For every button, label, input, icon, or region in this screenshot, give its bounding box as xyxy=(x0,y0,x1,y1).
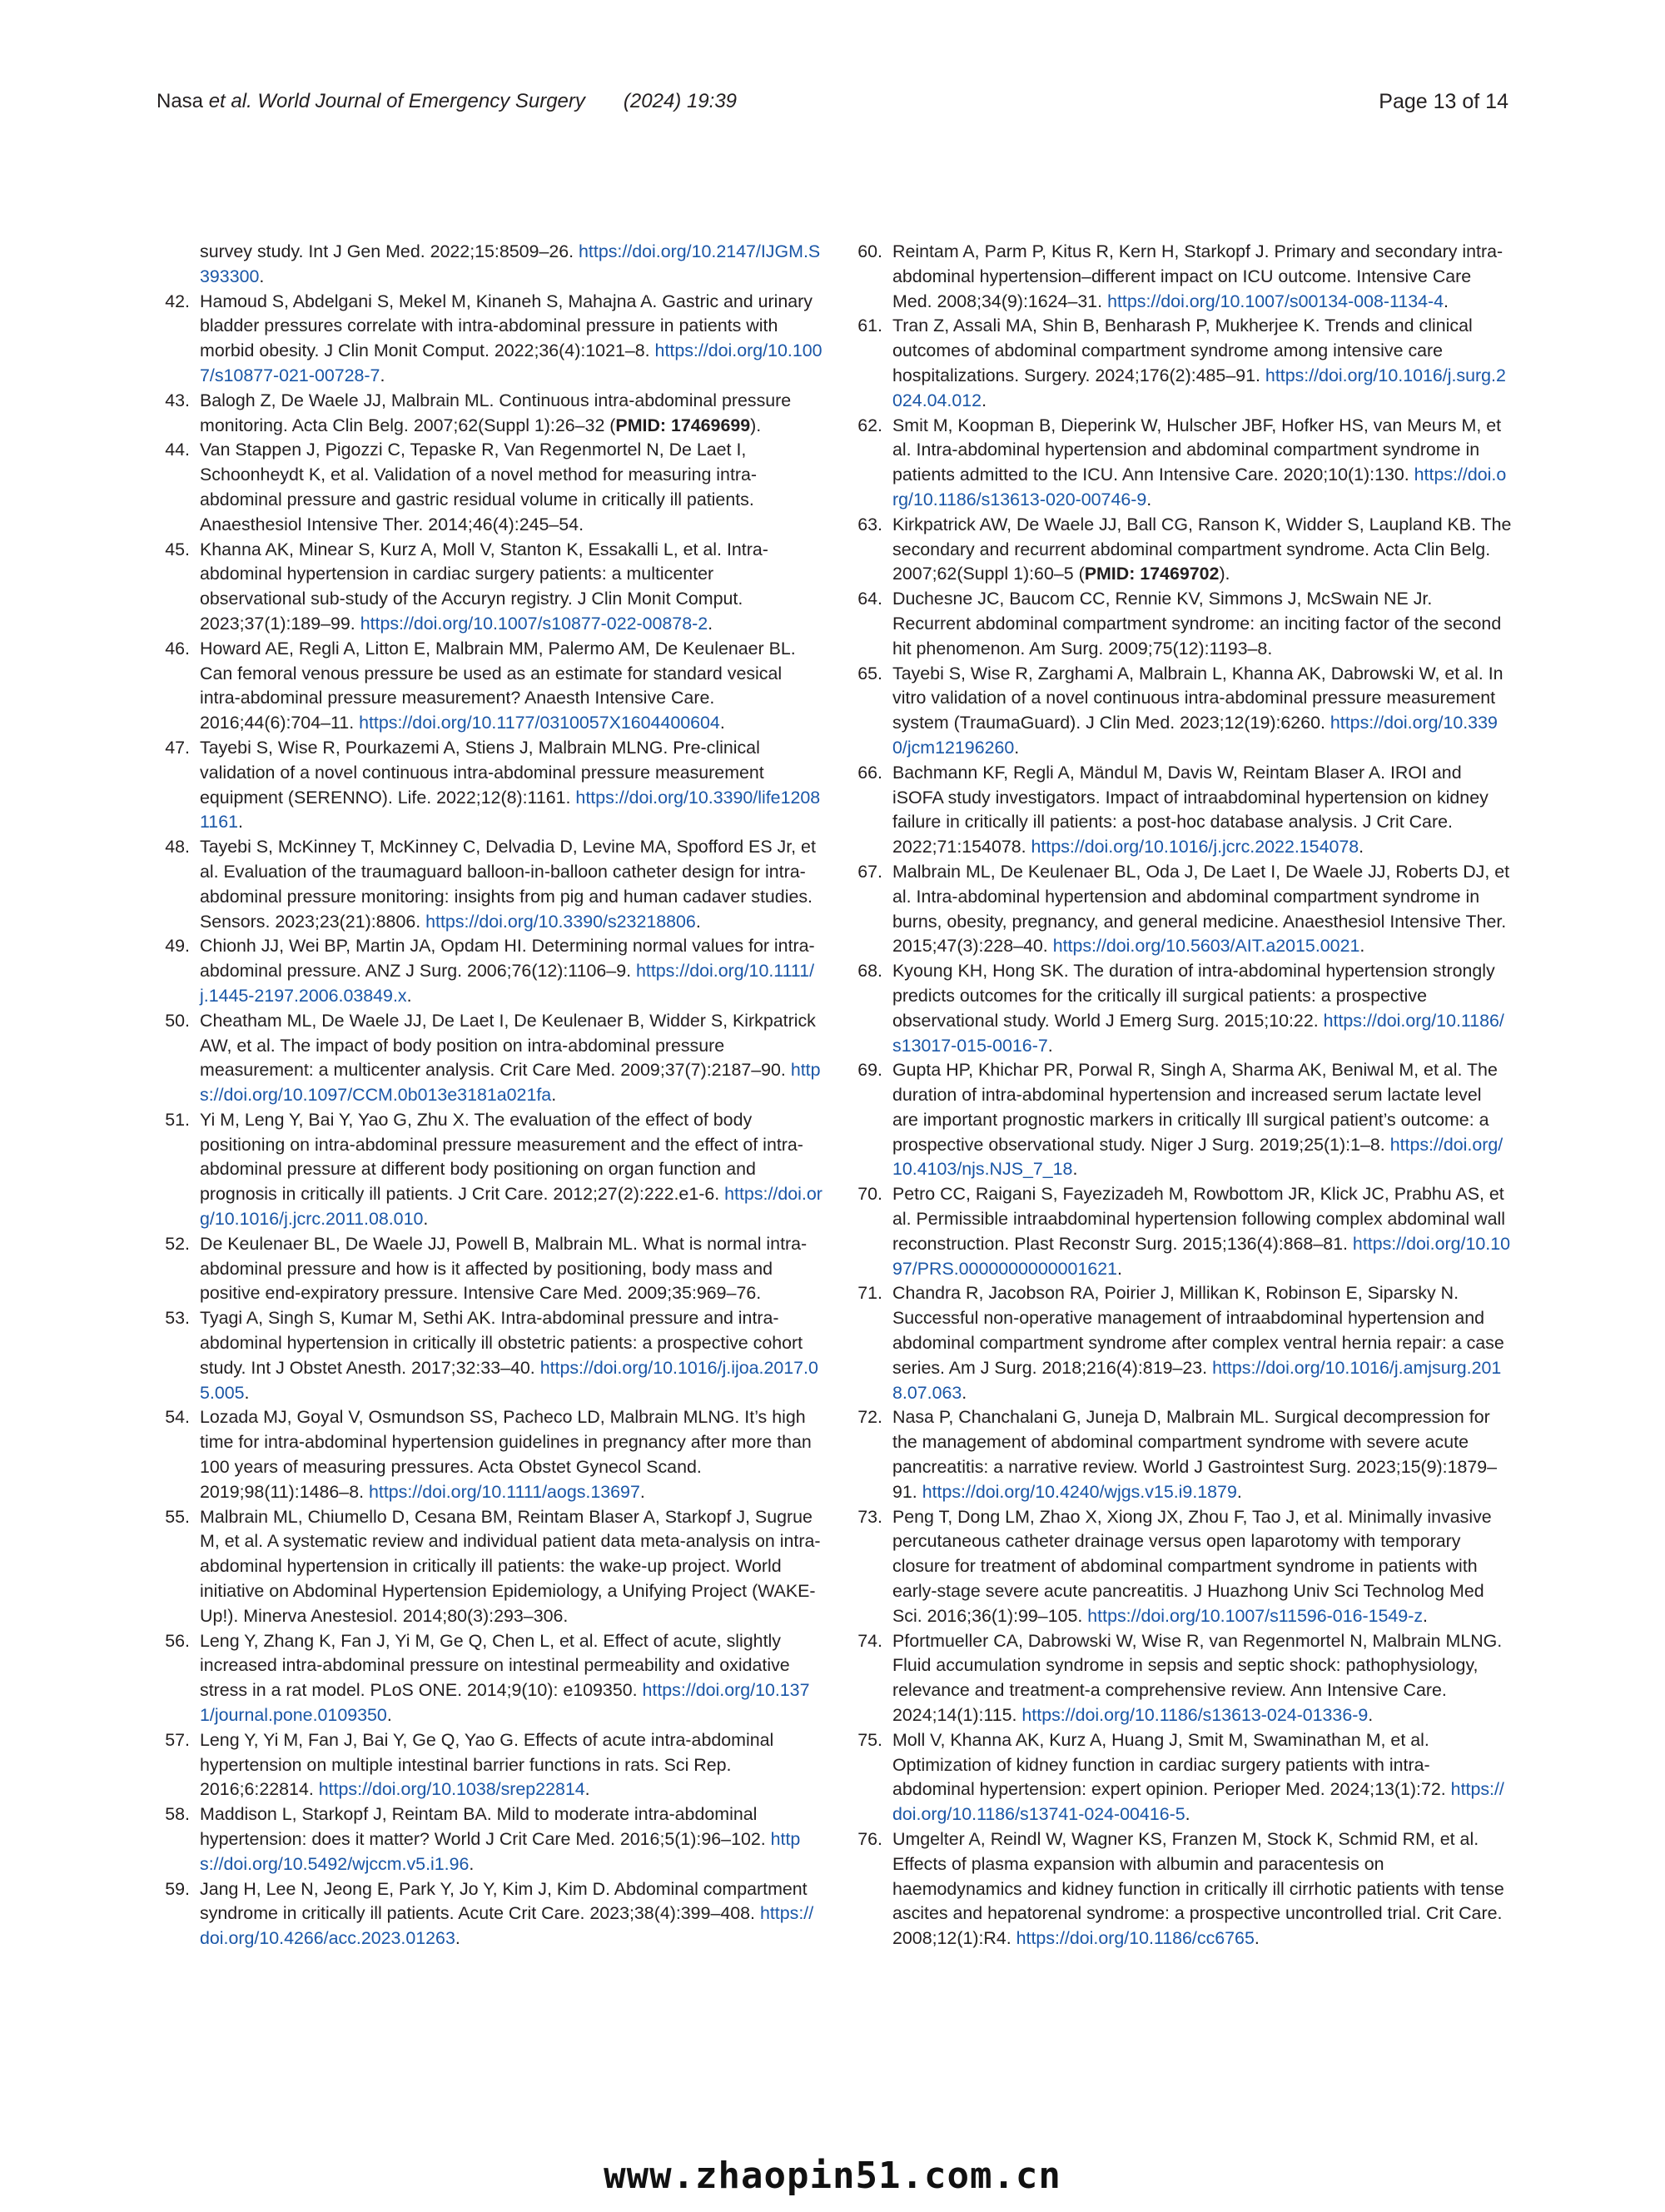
reference-text: Petro CC, Raigani S, Fayezizadeh M, Rowbottom JR, Klick JC, Prabhu AS, et al. Permissible intraabdominal hypertension following complex abdominal wall reconstruction. Plast Reconstr Surg. 2015;136(4):868–81. xyxy=(892,1184,1505,1254)
reference-number: 50. xyxy=(165,1010,190,1031)
reference-doi-link[interactable]: https://doi.org/10.1038/srep22814 xyxy=(318,1779,585,1800)
reference-doi-link[interactable]: https://doi.org/10.1186/s13741-024-00416-5 xyxy=(892,1779,1504,1825)
reference-text: Umgelter A, Reindl W, Wagner KS, Franzen M, Stock K, Schmid RM, et al. Effects of plasma expansion with albumin and paracentesis on haemodynamics and kidney function in critically ill cirrhotic patients with tense ascites and hepatorenal syndrome: a prospective uncontrolled trial. Crit Care. 2008;12(1):R4. xyxy=(892,1829,1504,1949)
reference-text: Jang H, Lee N, Jeong E, Park Y, Jo Y, Kim J, Kim D. Abdominal compartment syndrome in critically ill patients. Acute Crit Care. 2023;38(4):399–408. xyxy=(200,1878,808,1924)
reference-number: 57. xyxy=(165,1729,190,1750)
reference-item xyxy=(849,1629,1512,1728)
reference-number: 59. xyxy=(165,1878,190,1899)
reference-text: Khanna AK, Minear S, Kurz A, Moll V, Stanton K, Essakalli L, et al. Intra-abdominal hypertension in cardiac surgery patients: a multicenter observational sub-study of the Accuryn registry. J Clin Monit Comput. 2023;37(1):189–99. xyxy=(200,539,768,634)
reference-text: Bachmann KF, Regli A, Mändul M, Davis W, Reintam Blaser A. IROI and iSOFA study investigators. Impact of intraabdominal hypertension on kidney failure in critically ill patients: a post-hoc database analysis. J Crit Care. 2022;71:154078. xyxy=(892,762,1489,857)
reference-tail: . xyxy=(639,1481,645,1502)
reference-tail: . xyxy=(406,985,412,1006)
reference-doi-link[interactable]: https://doi.org/10.1186/s13017-015-0016-7 xyxy=(892,1010,1504,1056)
reference-text: Malbrain ML, Chiumello D, Cesana BM, Reintam Blaser A, Starkopf J, Sugrue M, et al. A systematic review and individual patient data meta-analysis on intra-abdominal hypertension in critically ill patients: the wake-up project. World initiative on Abdominal Hypertension Epidemiology, a Unifying Project (WAKE-Up!). Minerva Anestesiol. 2014;80(3):293–306. xyxy=(200,1506,821,1626)
reference-pmid: PMID: 17469702 xyxy=(1084,564,1220,584)
reference-doi-link[interactable]: https://doi.org/10.1097/PRS.0000000000001621 xyxy=(892,1233,1511,1279)
reference-item xyxy=(849,1058,1512,1182)
reference-item xyxy=(849,761,1512,860)
reference-tail: . xyxy=(719,713,725,733)
reference-text: Cheatham ML, De Waele JJ, De Laet I, De Keulenaer B, Widder S, Kirkpatrick AW, et al. The impact of body position on intra-abdominal pressure measurement: a multicenter analysis. Crit Care Med. 2009;37(7):2187–90. xyxy=(200,1010,816,1081)
reference-text: Hamoud S, Abdelgani S, Mekel M, Kinaneh S, Mahajna A. Gastric and urinary bladder pressures correlate with intra-abdominal pressure in patients with morbid obesity. J Clin Monit Comput. 2022;36(4):1021–8. xyxy=(200,291,813,361)
reference-number: 75. xyxy=(857,1729,882,1750)
reference-tail: . xyxy=(1014,737,1020,758)
reference-text: Duchesne JC, Baucom CC, Rennie KV, Simmons J, McSwain NE Jr. Recurrent abdominal compartment syndrome: an inciting factor of the second hit phenomenon. Am Surg. 2009;75(12):1193–8. xyxy=(892,589,1502,659)
reference-tail: . xyxy=(1072,1159,1078,1180)
reference-text: Gupta HP, Khichar PR, Porwal R, Singh A, Sharma AK, Beniwal M, et al. The duration of intra-abdominal hypertension and increased serum lactate level are important prognostic markers in critically Ill surgical patient’s outcome: a prospective observational study. Niger J Surg. 2019;25(1):1–8. xyxy=(892,1060,1498,1155)
reference-number: 74. xyxy=(857,1630,882,1651)
reference-number: 72. xyxy=(857,1407,882,1428)
reference-tail: ). xyxy=(750,415,762,435)
reference-number: 46. xyxy=(165,638,190,659)
reference-tail: . xyxy=(238,812,243,833)
reference-number: 66. xyxy=(857,762,882,783)
reference-doi-link[interactable]: https://doi.org/10.3390/jcm12196260 xyxy=(892,713,1498,758)
reference-item xyxy=(157,1405,823,1504)
reference-number: 43. xyxy=(165,390,190,410)
reference-doi-link[interactable]: https://doi.org/10.1007/s11596-016-1549-z xyxy=(1087,1605,1424,1626)
reference-tail: . xyxy=(380,365,385,385)
footer-watermark: www.zhaopin51.com.cn xyxy=(604,2155,1061,2197)
reference-text: Tayebi S, Wise R, Pourkazemi A, Stiens J, Malbrain MLNG. Pre-clinical validation of a novel continuous intra-abdominal pressure measurement equipment (SERENNO). Life. 2022;12(8):1161. xyxy=(200,737,764,808)
reference-item xyxy=(849,513,1512,587)
reference-item xyxy=(157,438,823,537)
reference-doi-link[interactable]: https://doi.org/10.1016/j.jcrc.2011.08.010 xyxy=(200,1184,823,1230)
reference-item xyxy=(157,1629,823,1728)
reference-item xyxy=(157,1505,823,1629)
reference-text: Yi M, Leng Y, Bai Y, Yao G, Zhu X. The evaluation of the effect of body positioning on intra-abdominal pressure measurement and the effect of intra-abdominal pressure at different body positioning on organ function and prognosis in critically ill patients. J Crit Care. 2012;27(2):222.e1-6. xyxy=(200,1109,803,1205)
reference-number: 73. xyxy=(857,1506,882,1527)
reference-tail: . xyxy=(423,1209,429,1230)
reference-tail: . xyxy=(1444,291,1449,311)
reference-number: 70. xyxy=(857,1184,882,1205)
reference-text: Van Stappen J, Pigozzi C, Tepaske R, Van Regenmortel N, De Laet I, Schoonheydt K, et al. Validation of a novel method for measuring intra-abdominal pressure and gastric residual volume in critically ill patients. Anaesthesiol Intensive Ther. 2014;46(4):245–54. xyxy=(200,440,758,534)
reference-doi-link[interactable]: https://doi.org/10.3390/life12081161 xyxy=(200,787,821,833)
reference-item xyxy=(157,1802,823,1876)
reference-text: survey study. Int J Gen Med. 2022;15:8509–26. xyxy=(200,241,579,261)
reference-item xyxy=(157,835,823,934)
reference-doi-link[interactable]: https://doi.org/10.2147/IJGM.S393300 xyxy=(200,241,821,286)
reference-item xyxy=(849,414,1512,513)
reference-number: 52. xyxy=(165,1233,190,1254)
reference-doi-link[interactable]: https://doi.org/10.1007/s00134-008-1134-4 xyxy=(1107,291,1444,311)
reference-item xyxy=(157,240,823,290)
reference-text: Maddison L, Starkopf J, Reintam BA. Mild to moderate intra-abdominal hypertension: does it matter? World J Crit Care Med. 2016;5(1):96–102. xyxy=(200,1804,771,1849)
reference-doi-link[interactable]: https://doi.org/10.1016/j.jcrc.2022.154078 xyxy=(1031,837,1359,857)
reference-item xyxy=(157,1108,823,1232)
reference-text: Lozada MJ, Goyal V, Osmundson SS, Pacheco LD, Malbrain MLNG. It’s high time for intra-abdominal hypertension guidelines in pregnancy after more than 100 years of measuring pressures. Acta Obstet Gynecol Scand. 2019;98(11):1486–8. xyxy=(200,1407,812,1502)
reference-item xyxy=(157,1009,823,1108)
running-head xyxy=(157,90,737,113)
reference-number: 69. xyxy=(857,1060,882,1081)
reference-tail: . xyxy=(1359,837,1364,857)
reference-tail: . xyxy=(455,1928,460,1949)
reference-doi-link[interactable]: https://doi.org/10.1186/s13613-024-01336-9 xyxy=(1021,1705,1369,1726)
reference-text: Howard AE, Regli A, Litton E, Malbrain MM, Palermo AM, De Keulenaer BL. Can femoral venous pressure be used as an estimate for standard vesical intra-abdominal pressure measurement? Anaesth Intensive Care. 2016;44(6):704–11. xyxy=(200,638,796,733)
reference-doi-link[interactable]: https://doi.org/10.1016/j.ijoa.2017.05.005 xyxy=(200,1357,818,1403)
reference-text: De Keulenaer BL, De Waele JJ, Powell B, Malbrain ML. What is normal intra-abdominal pressure and how is it affected by positioning, body mass and positive end-expiratory pressure. Intensive Care Med. 2009;35:969–76. xyxy=(200,1233,808,1304)
reference-number: 49. xyxy=(165,936,190,957)
reference-item xyxy=(849,662,1512,761)
reference-number: 54. xyxy=(165,1407,190,1428)
reference-tail: . xyxy=(584,1779,590,1800)
reference-tail: . xyxy=(259,266,265,286)
reference-doi-link[interactable]: https://doi.org/10.4103/njs.NJS_7_18 xyxy=(892,1134,1503,1180)
reference-tail: . xyxy=(1254,1928,1260,1949)
reference-tail: . xyxy=(1185,1804,1190,1825)
reference-doi-link[interactable]: https://doi.org/10.5492/wjccm.v5.i1.96 xyxy=(200,1829,801,1874)
reference-tail: ). xyxy=(1219,564,1230,584)
reference-number: 45. xyxy=(165,539,190,559)
reference-doi-link[interactable]: https://doi.org/10.1371/journal.pone.0109350 xyxy=(200,1680,810,1726)
reference-text: Peng T, Dong LM, Zhao X, Xiong JX, Zhou F, Tao J, et al. Minimally invasive percutaneous catheter drainage versus open laparotomy with temporary closure for treatment of abdominal compartment syndrome in patients with early-stage severe acute pancreatitis. J Huazhong Univ Sci Technolog Med Sci. 2016;36(1):99–105. xyxy=(892,1506,1492,1626)
reference-item xyxy=(849,1281,1512,1405)
reference-item xyxy=(157,637,823,736)
reference-text: Balogh Z, De Waele JJ, Malbrain ML. Continuous intra-abdominal pressure monitoring. Acta Clin Belg. 2007;62(Suppl 1):26–32 ( xyxy=(200,390,792,435)
reference-number: 51. xyxy=(165,1109,190,1130)
reference-number: 64. xyxy=(857,589,882,609)
reference-tail: . xyxy=(982,390,987,410)
reference-doi-link[interactable]: https://doi.org/10.5603/AIT.a2015.0021 xyxy=(1052,936,1360,957)
reference-text: Moll V, Khanna AK, Kurz A, Huang J, Smit M, Swaminathan M, et al. Optimization of kidney function in cardiac surgery patients with intra-abdominal hypertension: expert opinion. Perioper Med. 2024;13(1):72. xyxy=(892,1729,1451,1800)
reference-item xyxy=(849,587,1512,661)
reference-item xyxy=(849,1405,1512,1504)
reference-doi-link[interactable]: https://doi.org/10.1186/cc6765 xyxy=(1016,1928,1255,1949)
reference-item xyxy=(849,314,1512,413)
page-header xyxy=(157,90,1508,120)
reference-doi-link[interactable]: https://doi.org/10.1177/0310057X1604400604 xyxy=(359,713,720,733)
reference-tail: . xyxy=(469,1853,475,1874)
reference-doi-link[interactable]: https://doi.org/10.1111/j.1445-2197.2006.03849.x xyxy=(200,961,815,1006)
reference-item xyxy=(157,736,823,835)
reference-tail: . xyxy=(244,1382,250,1403)
reference-text: Tayebi S, McKinney T, McKinney C, Delvadia D, Levine MA, Spofford ES Jr, et al. Evaluation of the traumaguard balloon-in-balloon catheter design for intra-abdominal pressure monitoring: insights from pig and human cadaver studies. Sensors. 2023;23(21):8806. xyxy=(200,837,816,932)
running-head-authors: Nasa xyxy=(157,90,209,112)
reference-doi-link[interactable]: https://doi.org/10.4266/acc.2023.01263 xyxy=(200,1903,814,1949)
reference-doi-link[interactable]: https://doi.org/10.1007/s10877-022-00878-2 xyxy=(360,613,708,634)
reference-text: Leng Y, Yi M, Fan J, Bai Y, Ge Q, Yao G. Effects of acute intra-abdominal hypertension on multiple intestinal barrier functions in rats. Sci Rep. 2016;6:22814. xyxy=(200,1729,774,1800)
running-head-citation: (2024) 19:39 xyxy=(623,90,738,112)
reference-tail: . xyxy=(1117,1258,1122,1279)
references-left-column xyxy=(157,240,823,1951)
reference-item xyxy=(849,240,1512,314)
reference-tail: . xyxy=(695,911,701,932)
reference-doi-link[interactable]: https://doi.org/10.1016/j.amjsurg.2018.07.063 xyxy=(892,1357,1502,1403)
reference-text: Chionh JJ, Wei BP, Martin JA, Opdam HI. Determining normal values for intra-abdominal pressure. ANZ J Surg. 2006;76(12):1106–9. xyxy=(200,936,815,982)
reference-number: 56. xyxy=(165,1630,190,1651)
reference-doi-link[interactable]: https://doi.org/10.1007/s10877-021-00728-7 xyxy=(200,340,823,385)
reference-item xyxy=(849,1728,1512,1827)
reference-text: Tyagi A, Singh S, Kumar M, Sethi AK. Intra-abdominal pressure and intra-abdominal hypertension in critically ill obstetric patients: a prospective cohort study. Int J Obstet Anesth. 2017;32:33–40. xyxy=(200,1308,803,1378)
reference-pmid: PMID: 17469699 xyxy=(615,415,751,435)
reference-tail: . xyxy=(1146,489,1152,510)
reference-item xyxy=(157,389,823,439)
reference-item xyxy=(849,860,1512,959)
reference-number: 67. xyxy=(857,861,882,882)
reference-number: 62. xyxy=(857,415,882,435)
reference-number: 55. xyxy=(165,1506,190,1527)
reference-number: 44. xyxy=(165,440,190,460)
reference-text: Malbrain ML, De Keulenaer BL, Oda J, De Laet I, De Waele JJ, Roberts DJ, et al. Intra-abdominal hypertension and abdominal compartment syndrome in burns, obesity, pregnancy, and general medicine. Anaesthesiol Intensive Ther. 2015;47(3):228–40. xyxy=(892,861,1510,957)
reference-text: Smit M, Koopman B, Dieperink W, Hulscher JBF, Hofker HS, van Meurs M, et al. Intra-abdominal hypertension and abdominal compartment syndrome in patients admitted to the ICU. Ann Intensive Care. 2020;10(1):130. xyxy=(892,415,1502,485)
reference-item xyxy=(157,1877,823,1951)
reference-text: Nasa P, Chanchalani G, Juneja D, Malbrain ML. Surgical decompression for the management of abdominal compartment syndrome with severe acute pancreatitis: a narrative review. World J Gastrointest Surg. 2023;15(9):1879–91. xyxy=(892,1407,1498,1502)
reference-text: Tran Z, Assali MA, Shin B, Benharash P, Mukherjee K. Trends and clinical outcomes of abdominal compartment syndrome among intensive care hospitalizations. Surgery. 2024;176(2):485–91. xyxy=(892,316,1473,385)
reference-tail: . xyxy=(1423,1605,1428,1626)
reference-item xyxy=(157,290,823,389)
reference-item xyxy=(849,1505,1512,1629)
reference-item xyxy=(157,1728,823,1802)
reference-number: 53. xyxy=(165,1308,190,1329)
reference-item xyxy=(157,1232,823,1306)
reference-doi-link[interactable]: https://doi.org/10.4240/wjgs.v15.i9.1879 xyxy=(922,1481,1237,1502)
reference-tail: . xyxy=(962,1382,967,1403)
reference-tail: . xyxy=(1047,1035,1053,1056)
reference-item xyxy=(849,1827,1512,1951)
reference-tail: . xyxy=(1368,1705,1374,1726)
reference-doi-link[interactable]: https://doi.org/10.3390/s23218806 xyxy=(425,911,696,932)
reference-number: 76. xyxy=(857,1829,882,1849)
reference-number: 63. xyxy=(857,514,882,534)
reference-doi-link[interactable]: https://doi.org/10.1111/aogs.13697 xyxy=(368,1481,640,1502)
running-head-journal: et al. World Journal of Emergency Surgery xyxy=(208,90,585,112)
reference-item xyxy=(157,538,823,637)
reference-text: Reintam A, Parm P, Kitus R, Kern H, Starkopf J. Primary and secondary intra-abdominal hypertension–different impact on ICU outcome. Intensive Care Med. 2008;34(9):1624–31. xyxy=(892,241,1503,311)
reference-item xyxy=(157,1306,823,1405)
reference-text: Tayebi S, Wise R, Zarghami A, Malbrain L, Khanna AK, Dabrowski W, et al. In vitro validation of a novel continuous intra-abdominal pressure measurement system (TraumaGuard). J Clin Med. 2023;12(19):6260. xyxy=(892,663,1503,733)
reference-doi-link[interactable]: https://doi.org/10.1186/s13613-020-00746-9 xyxy=(892,465,1507,510)
reference-number: 42. xyxy=(165,291,190,311)
reference-number: 61. xyxy=(857,316,882,336)
reference-number: 71. xyxy=(857,1283,882,1304)
reference-tail: . xyxy=(551,1085,557,1106)
reference-text: Pfortmueller CA, Dabrowski W, Wise R, van Regenmortel N, Malbrain MLNG. Fluid accumulation syndrome in sepsis and septic shock: pathophysiology, relevance and treatment-a comprehensive review. Ann Intensive Care. 2024;14(1):115. xyxy=(892,1630,1503,1726)
reference-number: 60. xyxy=(857,241,882,261)
reference-doi-link[interactable]: https://doi.org/10.1097/CCM.0b013e3181a021fa xyxy=(200,1060,821,1106)
reference-text: Kyoung KH, Hong SK. The duration of intra-abdominal hypertension strongly predicts outcomes for the critically ill surgical patients: a prospective observational study. World J Emerg Surg. 2015;10:22. xyxy=(892,961,1495,1031)
reference-number: 65. xyxy=(857,663,882,683)
reference-item xyxy=(849,959,1512,1058)
reference-number: 47. xyxy=(165,737,190,758)
reference-text: Leng Y, Zhang K, Fan J, Yi M, Ge Q, Chen L, et al. Effect of acute, slightly increased intra-abdominal pressure on intestinal permeability and oxidative stress in a rat model. PLoS ONE. 2014;9(10): e109350. xyxy=(200,1630,790,1701)
page-number: Page 13 of 14 xyxy=(1379,90,1508,113)
reference-tail: . xyxy=(1236,1481,1242,1502)
reference-doi-link[interactable]: https://doi.org/10.1016/j.surg.2024.04.012 xyxy=(892,365,1506,410)
reference-text: Chandra R, Jacobson RA, Poirier J, Millikan K, Robinson E, Siparsky N. Successful non-operative management of intraabdominal hypertension and abdominal compartment syndrome after complex ventral hernia repair: a case series. Am J Surg. 2018;216(4):819–23. xyxy=(892,1283,1504,1378)
reference-number: 58. xyxy=(165,1804,190,1825)
reference-tail: . xyxy=(708,613,713,634)
reference-tail: . xyxy=(1359,936,1365,957)
reference-tail: . xyxy=(386,1705,392,1726)
reference-item xyxy=(157,934,823,1008)
reference-text: Kirkpatrick AW, De Waele JJ, Ball CG, Ranson K, Widder S, Laupland KB. The secondary and recurrent abdominal compartment syndrome. Acta Clin Belg. 2007;62(Suppl 1):60–5 ( xyxy=(892,514,1512,584)
reference-number: 68. xyxy=(857,961,882,982)
references-right-column xyxy=(849,240,1512,1951)
reference-number: 48. xyxy=(165,837,190,857)
reference-item xyxy=(849,1182,1512,1281)
